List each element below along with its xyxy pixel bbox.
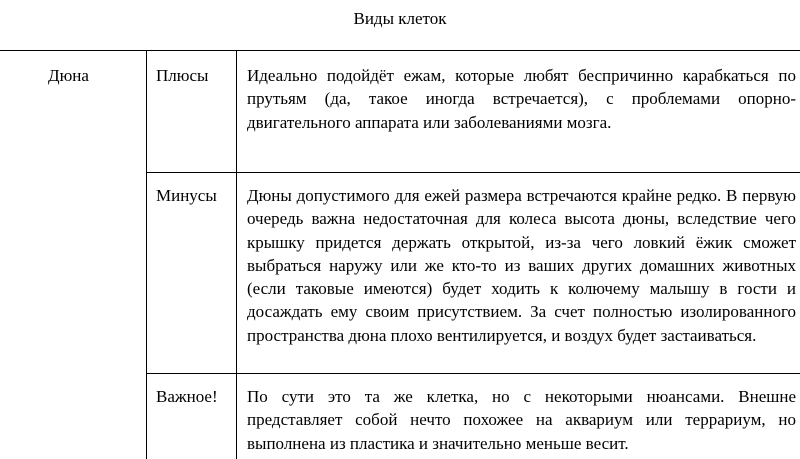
row-label-important: Важное! [156, 387, 218, 406]
row-text-important: По сути это та же клетка, но с некоторыми нюансами. Внешне представляет собой нечто похожее на аквариум или террариум, но выполнена из пластика и значительно меньше весит. [247, 387, 796, 453]
row-label-pros: Плюсы [156, 66, 209, 85]
cage-types-table [0, 50, 800, 459]
row-divider-2 [146, 373, 800, 374]
row-label-cons: Минусы [156, 186, 217, 205]
column-divider-right [236, 51, 237, 459]
row-text-pros: Идеально подойдёт ежам, которые любят беспричинно карабкаться по прутьям (да, такое иногда встречается), с проблемами опорно-двигательного аппарата или заболеваниями мозга. [247, 66, 796, 132]
row-text-cons: Дюны допустимого для ежей размера встречаются крайне редко. В первую очередь важна недостаточная для колеса высота дюны, вследствие чего крышку придется держать открытой, из-за чего ловкий ёжик сможет выбраться наружу или же кто-то из ваших других домашних животных (если таковые имеются) будет ходить к колючему малышу в гости и досаждать ему своим присутствием. За счет полностью изолированного пространства дюна плохо вентилируется, и воздух будет застаиваться. [247, 186, 796, 345]
column-divider-left [146, 51, 147, 459]
row-divider-1 [146, 172, 800, 173]
page-title: Виды клеток [353, 9, 447, 28]
row-header-dune: Дюна [48, 66, 89, 85]
